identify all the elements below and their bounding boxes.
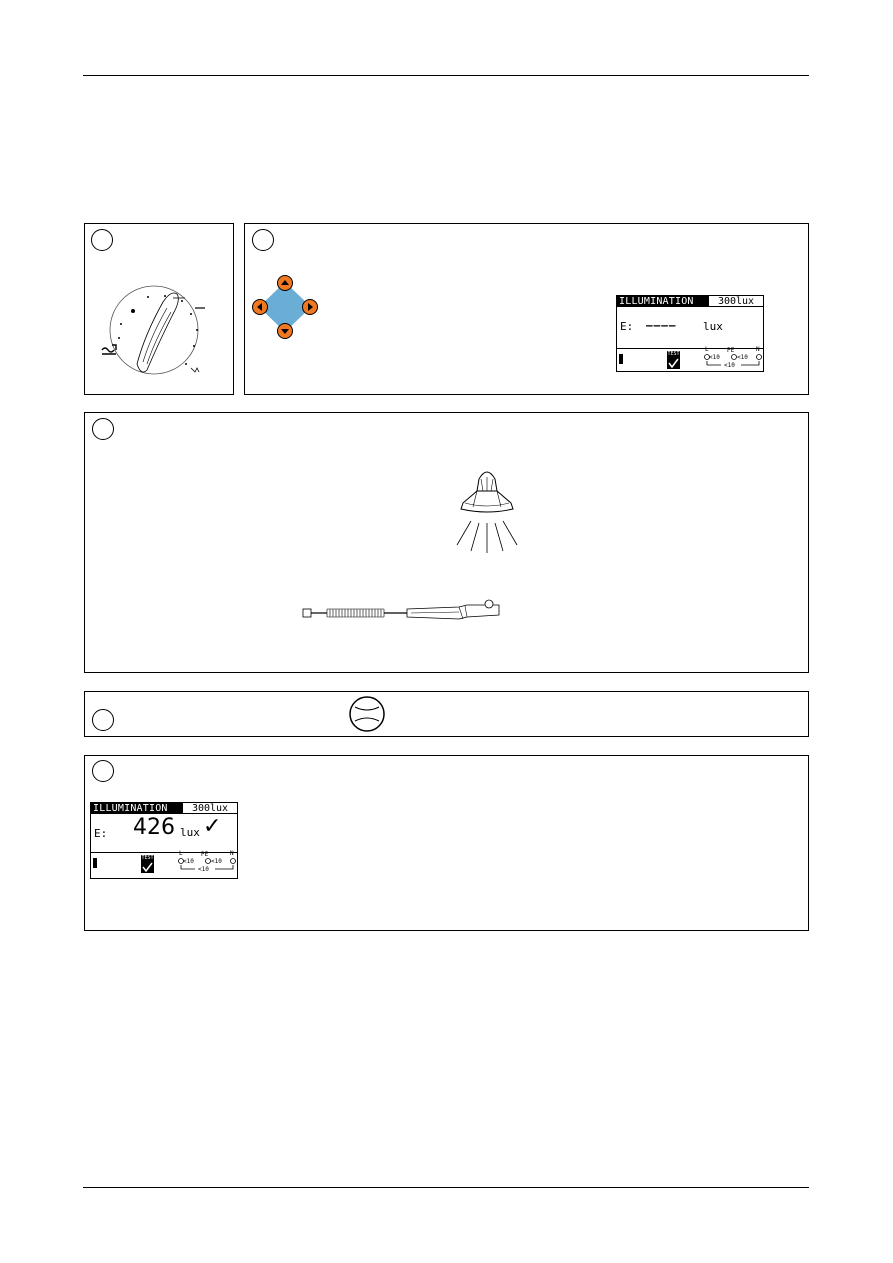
terminal-value-pe-n: <10 — [737, 354, 748, 361]
terminal-n-label: N — [230, 850, 234, 857]
footer-rule — [83, 1187, 809, 1188]
rotary-selector-icon — [85, 224, 235, 396]
lcd-result-unit: lux — [180, 826, 200, 839]
step-5-circle — [92, 760, 114, 782]
lcd-result-range: 300lux — [183, 803, 237, 814]
step-4-panel — [84, 691, 809, 737]
lcd-initial — [616, 295, 764, 372]
terminal-l-label: L — [705, 346, 709, 353]
terminal-n-label: N — [756, 346, 760, 353]
terminal-diagram — [91, 803, 239, 880]
lcd-result-title: ILLUMINATION — [91, 803, 183, 814]
terminal-value-l-pe: <10 — [709, 354, 720, 361]
terminal-value-l-n: <10 — [724, 362, 735, 369]
terminal-value-l-n: <10 — [198, 866, 209, 873]
cursor-keypad[interactable] — [249, 274, 329, 340]
lux-probe-icon — [299, 599, 509, 629]
step-2-panel — [244, 223, 809, 395]
arrow-up-icon — [278, 276, 293, 291]
header-rule — [83, 75, 809, 76]
lcd-result-measure-label: E: — [94, 827, 108, 840]
arrow-right-icon — [303, 300, 318, 315]
terminal-pe-label: PE — [727, 347, 735, 354]
lcd-title: ILLUMINATION — [617, 296, 709, 307]
arrow-down-icon — [278, 324, 293, 339]
lcd-measure-label: E: — [620, 320, 634, 333]
terminal-diagram — [617, 296, 765, 373]
lcd-unit: lux — [703, 320, 723, 333]
test-label: TEST — [667, 351, 680, 357]
lcd-result-value: 426 — [133, 815, 175, 840]
arrow-left-icon — [253, 300, 268, 315]
terminal-value-pe-n: <10 — [211, 858, 222, 865]
step-4-circle — [92, 709, 114, 731]
test-button-icon[interactable] — [349, 695, 389, 733]
terminal-l-label: L — [179, 850, 183, 857]
step-3-circle — [92, 418, 114, 440]
step-5-panel — [84, 755, 809, 931]
test-label: TEST — [141, 855, 154, 861]
lcd-result — [90, 802, 238, 879]
lcd-value: –––– — [646, 319, 677, 332]
step-2-circle — [252, 229, 274, 251]
lamp-icon — [445, 463, 535, 558]
lcd-range: 300lux — [709, 296, 763, 307]
terminal-value-l-pe: <10 — [183, 858, 194, 865]
terminal-pe-label: PE — [201, 851, 209, 858]
step-3-panel — [84, 412, 809, 673]
step-1-panel — [84, 223, 234, 395]
pass-check-icon: ✓ — [203, 814, 222, 839]
